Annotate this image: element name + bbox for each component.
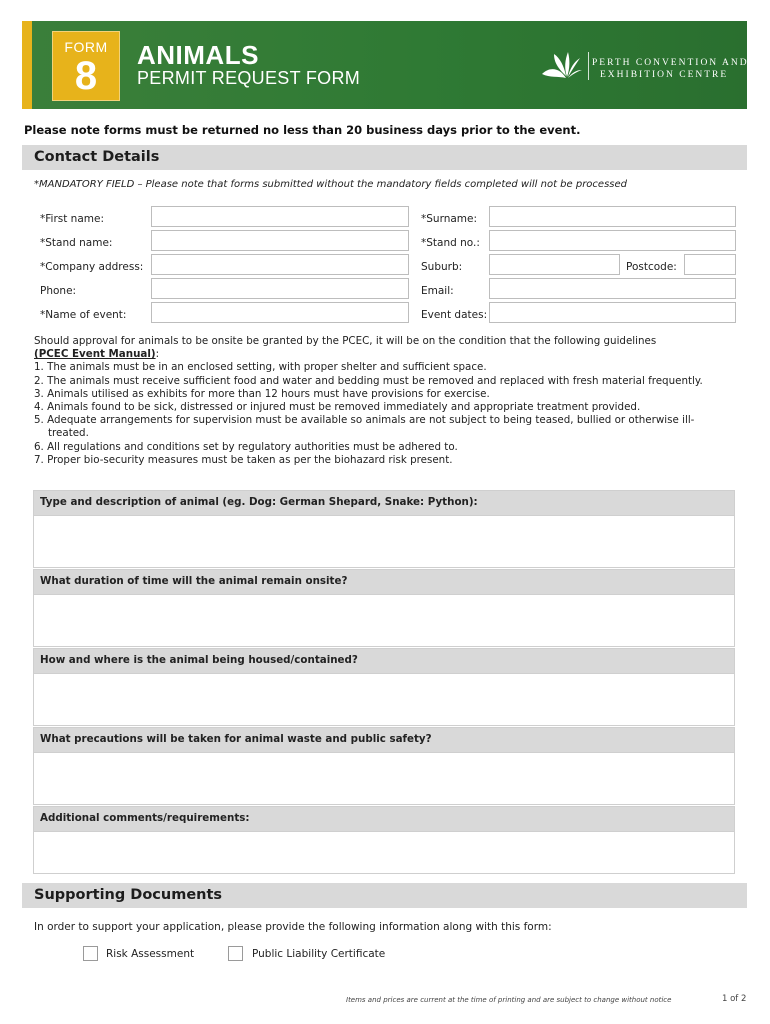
form-word: FORM: [64, 39, 108, 55]
suburb-field[interactable]: [489, 254, 620, 275]
question-comments: [33, 806, 735, 874]
page-number: 1 of 2: [722, 994, 747, 1004]
comments-textarea[interactable]: [34, 831, 734, 873]
duration-textarea[interactable]: [34, 594, 734, 646]
page-title: ANIMALS: [137, 40, 259, 70]
first-name-field[interactable]: [151, 206, 409, 227]
supporting-instructions: In order to support your application, please provide the following information along with this form:: [34, 921, 552, 933]
suburb-label: Suburb:: [421, 261, 463, 273]
question-housing: [33, 648, 735, 726]
page-subtitle: PERMIT REQUEST FORM: [137, 68, 361, 88]
guideline-item: 1. The animals must be in an enclosed setting, with proper shelter and sufficient space.: [34, 361, 487, 374]
question-duration: [33, 569, 735, 647]
question-label: What duration of time will the animal remain onsite?: [34, 570, 734, 594]
guideline-item: 2. The animals must receive sufficient food and water and bedding must be removed and replaced with fresh material frequently.: [34, 374, 703, 387]
logo-line-2: EXHIBITION CENTRE: [600, 70, 729, 80]
question-animal-type: [33, 490, 735, 568]
guidelines-list: [34, 361, 734, 467]
event-name-label: *Name of event:: [40, 309, 127, 321]
risk-assessment-label: Risk Assessment: [106, 948, 195, 960]
supporting-heading: Supporting Documents: [34, 887, 223, 903]
contact-heading: Contact Details: [34, 149, 160, 165]
phone-label: Phone:: [40, 285, 77, 297]
animal-type-textarea[interactable]: [34, 515, 734, 567]
guideline-item: 5. Adequate arrangements for supervision must be available so animals are not subject to being teased, bullied or otherwise ill-treated.: [34, 414, 695, 440]
email-field[interactable]: [489, 278, 736, 299]
guideline-item: 4. Animals found to be sick, distressed or injured must be removed immediately and appropriate treatment provided.: [34, 401, 641, 414]
guidelines-manual-line: [34, 348, 734, 361]
company-address-field[interactable]: [151, 254, 409, 275]
postcode-field[interactable]: [684, 254, 736, 275]
guideline-item: 6. All regulations and conditions set by regulatory authorities must be adhered to.: [34, 440, 458, 453]
logo-divider: [588, 52, 589, 80]
guidelines-intro: Should approval for animals to be onsite be granted by the PCEC, it will be on the condition that the following guidelines: [34, 335, 657, 347]
stand-no-label: *Stand no.:: [421, 237, 480, 249]
precautions-textarea[interactable]: [34, 752, 734, 804]
guideline-item: 7. Proper bio-security measures must be taken as per the biohazard risk present.: [34, 453, 453, 466]
question-label: Type and description of animal (eg. Dog: German Shepard, Snake: Python):: [34, 491, 734, 515]
mandatory-note: *MANDATORY FIELD – Please note that forms submitted without the mandatory fields completed will not be processed: [34, 179, 627, 190]
event-dates-field[interactable]: [489, 302, 736, 323]
email-label: Email:: [421, 285, 454, 297]
form-number-badge: [52, 31, 120, 101]
question-label: What precautions will be taken for animal waste and public safety?: [34, 728, 734, 752]
event-dates-label: Event dates:: [421, 309, 488, 321]
pcec-logo-text: [592, 57, 749, 81]
surname-field[interactable]: [489, 206, 736, 227]
surname-label: *Surname:: [421, 213, 478, 225]
gold-stripe: [22, 21, 32, 109]
question-precautions: [33, 727, 735, 805]
logo-line-1: PERTH CONVENTION AND: [592, 58, 749, 68]
question-label: How and where is the animal being housed/contained?: [34, 649, 734, 673]
postcode-label: Postcode:: [626, 261, 677, 273]
company-address-label: *Company address:: [40, 261, 144, 273]
housing-textarea[interactable]: [34, 673, 734, 725]
footer-disclaimer: Items and prices are current at the time of printing and are subject to change without notice: [346, 996, 672, 1004]
deadline-notice: Please note forms must be returned no less than 20 business days prior to the event.: [24, 123, 581, 137]
public-liability-checkbox[interactable]: [228, 946, 243, 961]
public-liability-label: Public Liability Certificate: [252, 948, 386, 960]
question-label: Additional comments/requirements:: [34, 807, 734, 831]
pcec-logo-icon: [540, 48, 584, 84]
supporting-section-header: [22, 883, 747, 908]
first-name-label: *First name:: [40, 213, 104, 225]
contact-section-header: [22, 145, 747, 170]
stand-name-label: *Stand name:: [40, 237, 113, 249]
risk-assessment-checkbox[interactable]: [83, 946, 98, 961]
phone-field[interactable]: [151, 278, 409, 299]
event-name-field[interactable]: [151, 302, 409, 323]
event-manual-link[interactable]: (PCEC Event Manual): [34, 348, 156, 361]
manual-suffix: :: [155, 348, 160, 361]
guideline-item: 3. Animals utilised as exhibits for more than 12 hours must have provisions for exercise.: [34, 387, 490, 400]
stand-no-field[interactable]: [489, 230, 736, 251]
stand-name-field[interactable]: [151, 230, 409, 251]
guidelines-block: [34, 335, 734, 467]
form-number: 8: [74, 54, 98, 98]
